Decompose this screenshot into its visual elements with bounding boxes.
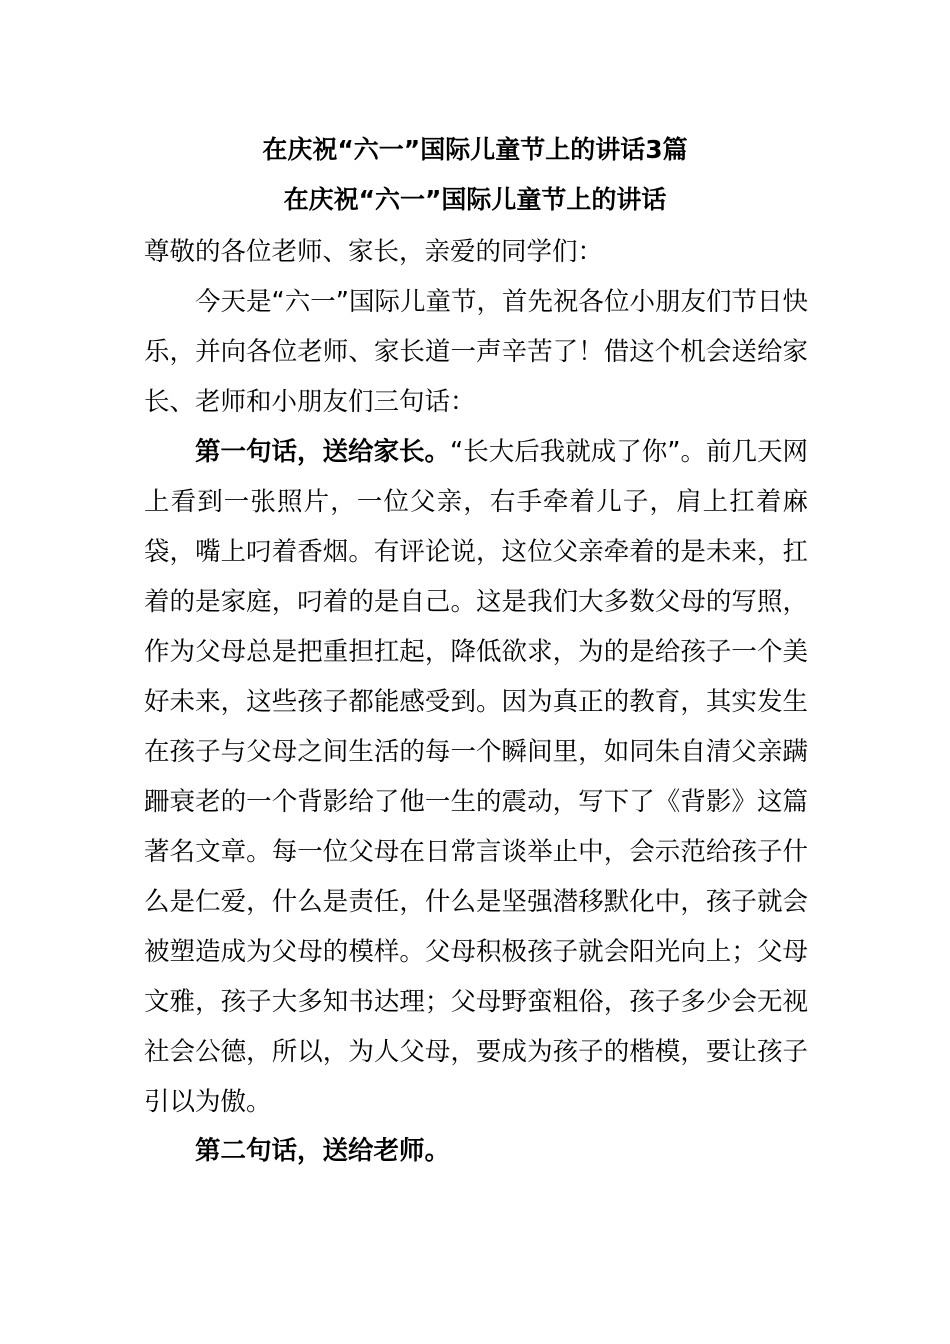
paragraph-intro: 今天是“六一”国际儿童节，首先祝各位小朋友们节日快乐，并向各位老师、家长道一声辛苦了！借这个机会送给家长、老师和小朋友们三句话： — [144, 287, 808, 417]
document-title: 在庆祝“六一”国际儿童节上的讲话3篇 — [262, 135, 688, 164]
paragraph-parents-heading: 第一句话，送给家长。 — [195, 437, 451, 467]
paragraph-parents-body: “长大后我就成了你”。前几天网上看到一张照片，一位父亲，右手牵着儿子，肩上扛着麻袋，嘴上叼着香烟。有评论说，这位父亲牵着的是未来，扛着的是家庭，叼着的是自己。这是我们大多数父母的写照，作为父母总是把重担扛起，降低欲求，为的是给孩子一个美好未来，这些孩子都能感受到。因为真正的教育，其实发生在孩子与父母之间生活的每一个瞬间里，如同朱自清父亲蹒跚衰老的一个背影给了他一生的震动，写下了《背影》这篇著名文章。每一位父母在日常言谈举止中，会示范给孩子什么是仁爱，什么是责任，什么是坚强潜移默化中，孩子就会被塑造成为父母的模样。父母积极孩子就会阳光向上；父母文雅，孩子大多知书达理；父母野蛮粗俗，孩子多少会无视社会公德，所以，为人父母，要成为孩子的楷模，要让孩子引以为傲。 — [144, 437, 808, 1117]
paragraph-teachers — [144, 1126, 808, 1176]
salutation: 尊敬的各位老师、家长，亲爱的同学们： — [144, 237, 604, 267]
paragraph-parents — [144, 427, 808, 1127]
document-subtitle: 在庆祝“六一”国际儿童节上的讲话 — [283, 185, 667, 214]
paragraph-teachers-heading: 第二句话，送给老师。 — [195, 1136, 451, 1166]
